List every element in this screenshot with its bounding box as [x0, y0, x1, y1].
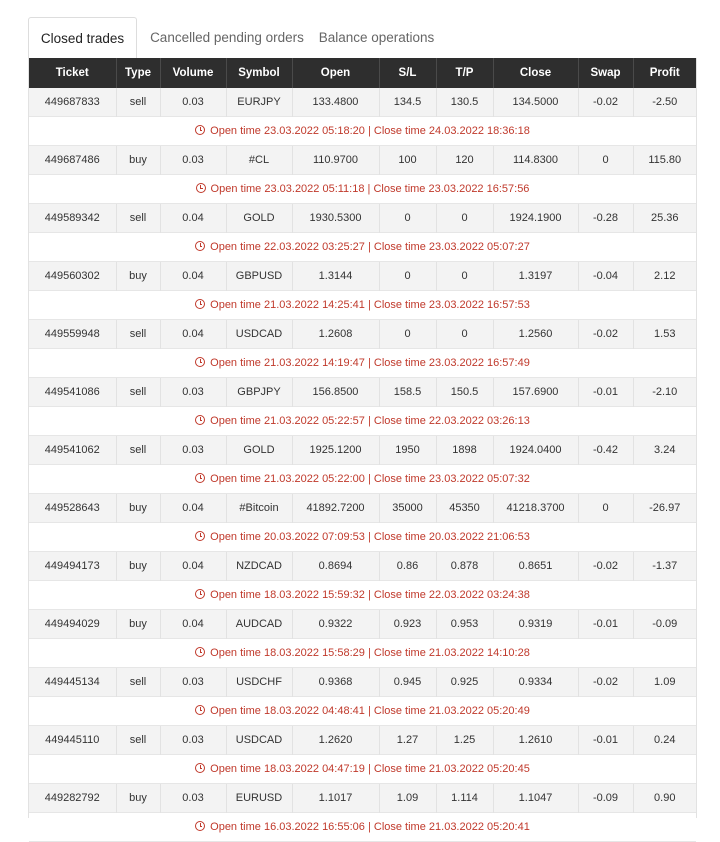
- open-time-value: 18.03.2022 15:58:29: [263, 647, 365, 659]
- trade-time-row: [29, 523, 696, 552]
- cell-open: 0.8694: [292, 552, 379, 581]
- cell-sl: 0: [379, 320, 436, 349]
- time-separator: |: [367, 299, 371, 311]
- clock-icon: [195, 821, 205, 831]
- table-row[interactable]: [29, 784, 696, 813]
- tab-bar: [28, 17, 436, 58]
- cell-tp: 0: [436, 320, 493, 349]
- col-close[interactable]: Close: [493, 58, 578, 88]
- close-time-value: 23.03.2022 16:57:49: [428, 357, 530, 369]
- cell-close: 1924.1900: [493, 204, 578, 233]
- trade-time-details: [29, 813, 696, 842]
- cell-ticket: 449445134: [29, 668, 116, 697]
- cell-volume: 0.04: [160, 204, 226, 233]
- cell-ticket: 449589342: [29, 204, 116, 233]
- cell-profit: 115.80: [633, 146, 696, 175]
- cell-profit: -26.97: [633, 494, 696, 523]
- clock-icon: [195, 241, 205, 251]
- cell-close: 1.2560: [493, 320, 578, 349]
- close-time-label: Close time: [373, 241, 426, 253]
- cell-close: 134.5000: [493, 88, 578, 117]
- clock-icon: [195, 357, 205, 367]
- cell-type: sell: [116, 726, 160, 755]
- cell-ticket: 449687833: [29, 88, 116, 117]
- open-time-value: 21.03.2022 05:22:00: [263, 473, 365, 485]
- cell-symbol: EURJPY: [226, 88, 292, 117]
- open-time-value: 21.03.2022 14:19:47: [263, 357, 365, 369]
- cell-swap: -0.09: [578, 784, 633, 813]
- table-row[interactable]: [29, 436, 696, 465]
- cell-ticket: 449494173: [29, 552, 116, 581]
- cell-swap: 0: [578, 146, 633, 175]
- trade-time-row: [29, 813, 696, 842]
- cell-volume: 0.03: [160, 146, 226, 175]
- open-time-label: Open time: [210, 241, 261, 253]
- trade-time-details: [29, 407, 696, 436]
- cell-type: buy: [116, 146, 160, 175]
- cell-sl: 1.27: [379, 726, 436, 755]
- time-separator: |: [367, 589, 371, 601]
- cell-profit: 0.24: [633, 726, 696, 755]
- trade-time-details: [29, 755, 696, 784]
- cell-symbol: #CL: [226, 146, 292, 175]
- close-time-value: 22.03.2022 03:24:38: [428, 589, 530, 601]
- cell-sl: 134.5: [379, 88, 436, 117]
- cell-swap: -0.02: [578, 552, 633, 581]
- clock-icon: [195, 705, 205, 715]
- cell-volume: 0.04: [160, 552, 226, 581]
- cell-ticket: 449687486: [29, 146, 116, 175]
- clock-icon: [195, 647, 205, 657]
- cell-close: 0.8651: [493, 552, 578, 581]
- trade-time-details: [29, 523, 696, 552]
- cell-open: 1925.1200: [292, 436, 379, 465]
- time-separator: |: [367, 183, 371, 195]
- cell-close: 1.3197: [493, 262, 578, 291]
- open-time-label: Open time: [210, 357, 261, 369]
- cell-volume: 0.03: [160, 668, 226, 697]
- cell-swap: -0.04: [578, 262, 633, 291]
- cell-ticket: 449541086: [29, 378, 116, 407]
- tab-balance-operations[interactable]: Balance operations: [318, 30, 435, 45]
- open-time-label: Open time: [210, 821, 261, 833]
- col-ticket[interactable]: Ticket: [29, 58, 116, 88]
- cell-type: buy: [116, 784, 160, 813]
- open-time-label: Open time: [210, 589, 261, 601]
- trade-time-row: [29, 639, 696, 668]
- time-separator: |: [367, 473, 371, 485]
- cell-volume: 0.04: [160, 320, 226, 349]
- cell-volume: 0.03: [160, 784, 226, 813]
- close-time-value: 21.03.2022 05:20:49: [428, 705, 530, 717]
- cell-swap: -0.02: [578, 320, 633, 349]
- cell-profit: 2.12: [633, 262, 696, 291]
- table-row[interactable]: [29, 552, 696, 581]
- close-time-value: 23.03.2022 16:57:56: [428, 183, 530, 195]
- col-type[interactable]: Type: [116, 58, 160, 88]
- cell-volume: 0.03: [160, 88, 226, 117]
- clock-icon: [195, 589, 205, 599]
- cell-open: 1.1017: [292, 784, 379, 813]
- open-time-value: 18.03.2022 15:59:32: [263, 589, 365, 601]
- clock-icon: [195, 299, 205, 309]
- close-time-label: Close time: [373, 647, 426, 659]
- open-time-label: Open time: [210, 125, 261, 137]
- tab-closed-trades[interactable]: Closed trades: [28, 17, 137, 58]
- cell-profit: -0.09: [633, 610, 696, 639]
- cell-ticket: 449559948: [29, 320, 116, 349]
- trade-time-details: [29, 117, 696, 146]
- time-separator: |: [367, 415, 371, 427]
- cell-symbol: USDCAD: [226, 726, 292, 755]
- close-time-label: Close time: [373, 821, 426, 833]
- cell-swap: -0.28: [578, 204, 633, 233]
- table-row[interactable]: [29, 494, 696, 523]
- cell-volume: 0.04: [160, 494, 226, 523]
- table-row[interactable]: [29, 204, 696, 233]
- close-time-label: Close time: [373, 589, 426, 601]
- cell-symbol: GOLD: [226, 436, 292, 465]
- cell-close: 1924.0400: [493, 436, 578, 465]
- cell-profit: -2.10: [633, 378, 696, 407]
- cell-tp: 1.114: [436, 784, 493, 813]
- cell-profit: -2.50: [633, 88, 696, 117]
- cell-tp: 0.925: [436, 668, 493, 697]
- trades-body: [29, 88, 696, 842]
- cell-close: 157.6900: [493, 378, 578, 407]
- cell-close: 0.9319: [493, 610, 578, 639]
- cell-ticket: 449282792: [29, 784, 116, 813]
- close-time-value: 23.03.2022 16:57:53: [428, 299, 530, 311]
- clock-icon: [195, 531, 205, 541]
- trade-time-row: [29, 349, 696, 378]
- trade-time-row: [29, 291, 696, 320]
- cell-swap: -0.01: [578, 726, 633, 755]
- time-separator: |: [367, 357, 371, 369]
- cell-tp: 1.25: [436, 726, 493, 755]
- trade-time-row: [29, 465, 696, 494]
- cell-symbol: USDCHF: [226, 668, 292, 697]
- open-time-value: 23.03.2022 05:18:20: [263, 125, 365, 137]
- open-time-value: 21.03.2022 14:25:41: [263, 299, 365, 311]
- clock-icon: [195, 415, 205, 425]
- cell-volume: 0.04: [160, 610, 226, 639]
- cell-open: 156.8500: [292, 378, 379, 407]
- col-sl[interactable]: S/L: [379, 58, 436, 88]
- col-profit[interactable]: Profit: [633, 58, 696, 88]
- table-row[interactable]: [29, 146, 696, 175]
- cell-sl: 35000: [379, 494, 436, 523]
- time-separator: |: [367, 241, 371, 253]
- cell-open: 110.9700: [292, 146, 379, 175]
- close-time-value: 22.03.2022 03:26:13: [428, 415, 530, 427]
- cell-profit: -1.37: [633, 552, 696, 581]
- cell-symbol: NZDCAD: [226, 552, 292, 581]
- cell-open: 1.2608: [292, 320, 379, 349]
- cell-swap: -0.02: [578, 668, 633, 697]
- open-time-value: 18.03.2022 04:48:41: [263, 705, 365, 717]
- time-separator: |: [367, 531, 371, 543]
- col-open[interactable]: Open: [292, 58, 379, 88]
- table-row[interactable]: [29, 262, 696, 291]
- trades-table: [29, 58, 696, 842]
- trade-time-details: [29, 639, 696, 668]
- trade-time-row: [29, 117, 696, 146]
- close-time-label: Close time: [373, 299, 426, 311]
- table-row[interactable]: [29, 726, 696, 755]
- cell-type: buy: [116, 610, 160, 639]
- table-row[interactable]: [29, 320, 696, 349]
- cell-profit: 1.09: [633, 668, 696, 697]
- trade-time-row: [29, 581, 696, 610]
- open-time-label: Open time: [210, 647, 261, 659]
- close-time-value: 20.03.2022 21:06:53: [428, 531, 530, 543]
- cell-sl: 0.945: [379, 668, 436, 697]
- open-time-label: Open time: [210, 705, 261, 717]
- closed-trades-panel: [28, 58, 697, 833]
- tab-cancelled-pending-orders[interactable]: Cancelled pending orders: [150, 30, 304, 45]
- cell-close: 41218.3700: [493, 494, 578, 523]
- open-time-value: 23.03.2022 05:11:18: [264, 183, 365, 195]
- cell-profit: 25.36: [633, 204, 696, 233]
- cell-open: 1930.5300: [292, 204, 379, 233]
- cell-volume: 0.03: [160, 436, 226, 465]
- cell-sl: 1.09: [379, 784, 436, 813]
- cell-close: 1.1047: [493, 784, 578, 813]
- close-time-label: Close time: [373, 473, 426, 485]
- col-swap[interactable]: Swap: [578, 58, 633, 88]
- cell-type: buy: [116, 552, 160, 581]
- cell-type: sell: [116, 320, 160, 349]
- cell-ticket: 449528643: [29, 494, 116, 523]
- open-time-label: Open time: [210, 415, 261, 427]
- cell-ticket: 449445110: [29, 726, 116, 755]
- cell-tp: 1898: [436, 436, 493, 465]
- cell-tp: 120: [436, 146, 493, 175]
- cell-swap: -0.42: [578, 436, 633, 465]
- cell-tp: 130.5: [436, 88, 493, 117]
- table-row[interactable]: [29, 668, 696, 697]
- cell-sl: 0.923: [379, 610, 436, 639]
- trade-time-row: [29, 755, 696, 784]
- cell-tp: 45350: [436, 494, 493, 523]
- cell-volume: 0.03: [160, 726, 226, 755]
- time-separator: |: [367, 821, 371, 833]
- close-time-label: Close time: [373, 531, 426, 543]
- open-time-value: 16.03.2022 16:55:06: [263, 821, 365, 833]
- table-row[interactable]: [29, 378, 696, 407]
- cell-type: sell: [116, 378, 160, 407]
- cell-tp: 0: [436, 204, 493, 233]
- cell-swap: -0.01: [578, 378, 633, 407]
- open-time-value: 18.03.2022 04:47:19: [263, 763, 365, 775]
- trade-time-row: [29, 697, 696, 726]
- cell-type: sell: [116, 204, 160, 233]
- close-time-label: Close time: [373, 705, 426, 717]
- cell-sl: 1950: [379, 436, 436, 465]
- cell-close: 1.2610: [493, 726, 578, 755]
- close-time-value: 24.03.2022 18:36:18: [428, 125, 530, 137]
- cell-sl: 158.5: [379, 378, 436, 407]
- cell-open: 1.2620: [292, 726, 379, 755]
- cell-symbol: GBPJPY: [226, 378, 292, 407]
- cell-swap: 0: [578, 494, 633, 523]
- cell-type: sell: [116, 436, 160, 465]
- cell-swap: -0.01: [578, 610, 633, 639]
- close-time-value: 23.03.2022 05:07:32: [428, 473, 530, 485]
- close-time-label: Close time: [373, 763, 426, 775]
- cell-ticket: 449494029: [29, 610, 116, 639]
- cell-profit: 0.90: [633, 784, 696, 813]
- trade-time-details: [29, 697, 696, 726]
- cell-profit: 3.24: [633, 436, 696, 465]
- cell-sl: 0: [379, 204, 436, 233]
- cell-swap: -0.02: [578, 88, 633, 117]
- cell-open: 133.4800: [292, 88, 379, 117]
- open-time-label: Open time: [210, 183, 262, 195]
- trade-time-row: [29, 407, 696, 436]
- cell-volume: 0.03: [160, 378, 226, 407]
- cell-open: 41892.7200: [292, 494, 379, 523]
- trade-time-details: [29, 349, 696, 378]
- cell-tp: 0: [436, 262, 493, 291]
- cell-volume: 0.04: [160, 262, 226, 291]
- clock-icon: [195, 473, 205, 483]
- cell-open: 0.9368: [292, 668, 379, 697]
- table-header: [29, 58, 696, 88]
- cell-sl: 0.86: [379, 552, 436, 581]
- cell-type: buy: [116, 262, 160, 291]
- cell-symbol: GBPUSD: [226, 262, 292, 291]
- close-time-value: 21.03.2022 05:20:41: [428, 821, 530, 833]
- cell-type: sell: [116, 88, 160, 117]
- table-row[interactable]: [29, 88, 696, 117]
- clock-icon: [195, 763, 205, 773]
- close-time-label: Close time: [373, 415, 426, 427]
- cell-open: 0.9322: [292, 610, 379, 639]
- cell-symbol: AUDCAD: [226, 610, 292, 639]
- cell-sl: 0: [379, 262, 436, 291]
- cell-ticket: 449560302: [29, 262, 116, 291]
- open-time-value: 20.03.2022 07:09:53: [263, 531, 365, 543]
- trade-time-row: [29, 233, 696, 262]
- cell-close: 0.9334: [493, 668, 578, 697]
- open-time-value: 22.03.2022 03:25:27: [263, 241, 365, 253]
- open-time-label: Open time: [210, 473, 261, 485]
- close-time-value: 21.03.2022 05:20:45: [428, 763, 530, 775]
- close-time-value: 23.03.2022 05:07:27: [428, 241, 530, 253]
- cell-type: sell: [116, 668, 160, 697]
- cell-tp: 150.5: [436, 378, 493, 407]
- open-time-label: Open time: [210, 531, 261, 543]
- clock-icon: [195, 125, 205, 135]
- cell-open: 1.3144: [292, 262, 379, 291]
- trade-time-details: [29, 175, 696, 204]
- cell-close: 114.8300: [493, 146, 578, 175]
- trade-time-details: [29, 233, 696, 262]
- trade-time-details: [29, 291, 696, 320]
- cell-ticket: 449541062: [29, 436, 116, 465]
- cell-profit: 1.53: [633, 320, 696, 349]
- open-time-value: 21.03.2022 05:22:57: [263, 415, 365, 427]
- clock-icon: [196, 183, 206, 193]
- open-time-label: Open time: [210, 299, 261, 311]
- col-volume[interactable]: Volume: [160, 58, 226, 88]
- cell-symbol: EURUSD: [226, 784, 292, 813]
- trade-time-row: [29, 175, 696, 204]
- close-time-label: Close time: [373, 183, 426, 195]
- cell-type: buy: [116, 494, 160, 523]
- close-time-value: 21.03.2022 14:10:28: [428, 647, 530, 659]
- time-separator: |: [367, 125, 371, 137]
- close-time-label: Close time: [373, 125, 426, 137]
- time-separator: |: [367, 647, 371, 659]
- cell-symbol: #Bitcoin: [226, 494, 292, 523]
- time-separator: |: [367, 763, 371, 775]
- cell-sl: 100: [379, 146, 436, 175]
- cell-symbol: GOLD: [226, 204, 292, 233]
- trade-time-details: [29, 465, 696, 494]
- col-symbol[interactable]: Symbol: [226, 58, 292, 88]
- cell-tp: 0.953: [436, 610, 493, 639]
- col-tp[interactable]: T/P: [436, 58, 493, 88]
- cell-tp: 0.878: [436, 552, 493, 581]
- time-separator: |: [367, 705, 371, 717]
- trade-time-details: [29, 581, 696, 610]
- table-row[interactable]: [29, 610, 696, 639]
- cell-symbol: USDCAD: [226, 320, 292, 349]
- close-time-label: Close time: [373, 357, 426, 369]
- open-time-label: Open time: [210, 763, 261, 775]
